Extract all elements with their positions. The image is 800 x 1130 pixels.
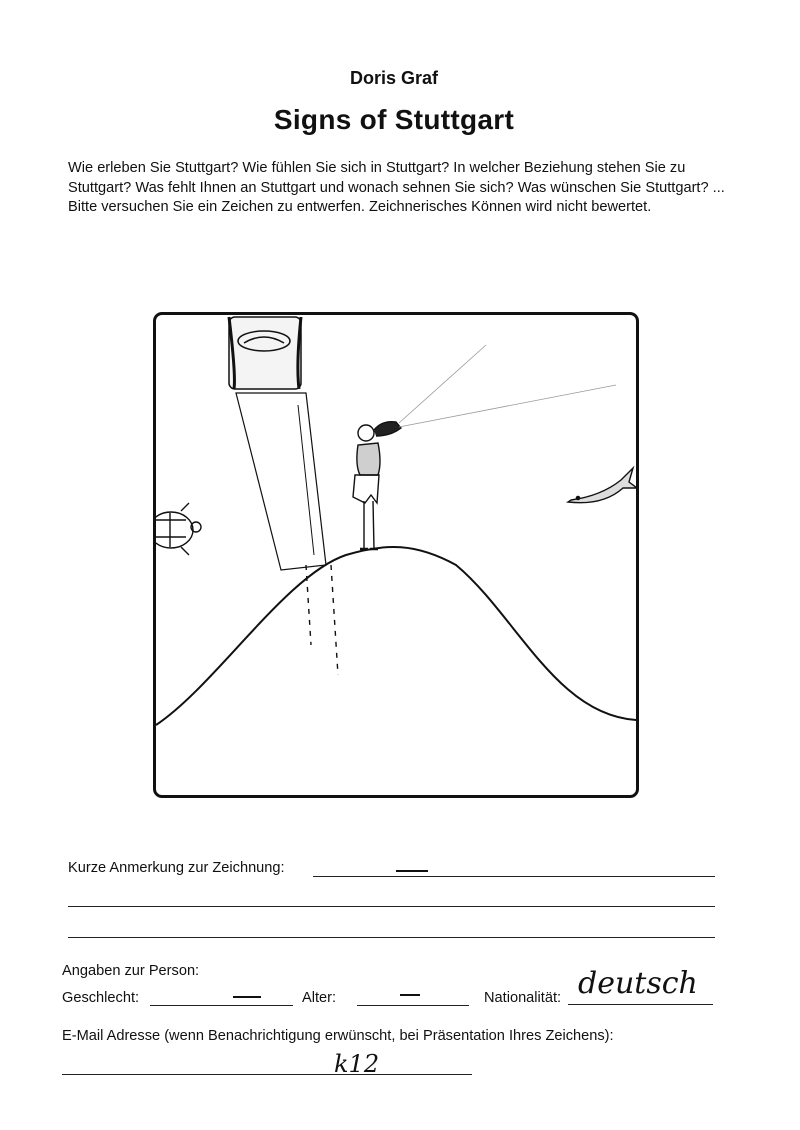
gender-dash [233, 996, 261, 998]
nationality-label: Nationalität: [484, 990, 562, 1006]
page-title: Signs of Stuttgart [273, 104, 515, 135]
age-label: Alter: [302, 990, 337, 1006]
age-dash [400, 994, 420, 996]
note-line-3[interactable] [68, 937, 715, 938]
gender-field[interactable] [150, 1005, 293, 1006]
note-line-2[interactable] [68, 906, 715, 907]
email-label: E-Mail Adresse (wenn Benachrichtigung erwünscht, bei Präsentation Ihres Zeichens): [62, 1028, 614, 1044]
age-field[interactable] [357, 1005, 469, 1006]
note-label: Kurze Anmerkung zur Zeichnung: [68, 860, 285, 876]
email-value: k12 [334, 1050, 380, 1078]
author-name: Doris Graf [349, 68, 439, 88]
person-label: Angaben zur Person: [62, 963, 200, 979]
nationality-value: deutsch [578, 966, 698, 1001]
note-line-1[interactable] [313, 876, 715, 877]
nationality-field[interactable] [568, 1004, 713, 1005]
intro-paragraph-instruction: Bitte versuchen Sie ein Zeichen zu entwerfen. Zeichnerisches Können wird nicht bewertet. [68, 199, 652, 215]
gender-label: Geschlecht: [62, 990, 140, 1006]
email-field[interactable] [62, 1074, 472, 1075]
intro-paragraph-questions: Wie erleben Sie Stuttgart? Wie fühlen Sie sich in Stuttgart? In welcher Beziehung stehen Sie zu Stuttgart? Was fehlt Ihnen an Stuttgart und wonach sehnen Sie sich? Was wünschen Sie Stuttgart? ... [68, 160, 725, 196]
note-dash [396, 870, 428, 872]
